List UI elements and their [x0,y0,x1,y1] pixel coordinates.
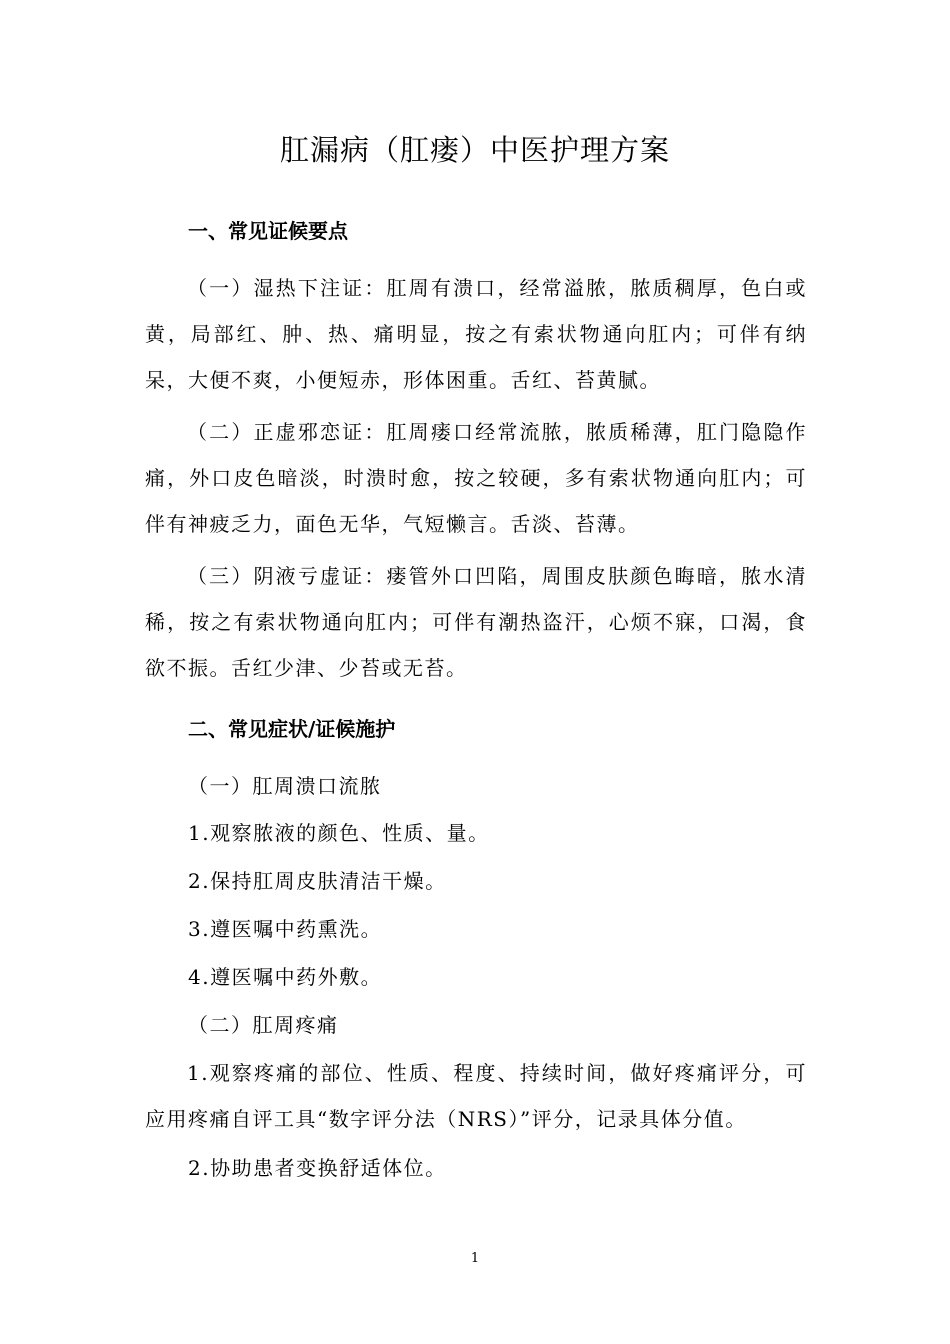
list-item: 4.遵医嘱中药外敷。 [188,965,383,989]
list-item: 3.遵医嘱中药熏洗。 [188,917,383,941]
list-item: 2.协助患者变换舒适体位。 [188,1156,447,1180]
list-item: 2.保持肛周皮肤清洁干燥。 [188,869,447,893]
syndrome-paragraph-2: （二）正虚邪恋证：肛周瘘口经常流脓，脓质稀薄，肛门隐隐作痛，外口皮色暗淡，时溃时愈，按之较硬，多有索状物通向肛内；可伴有神疲乏力，面色无华，气短懒言。舌淡、苔薄。 [145,420,807,536]
list-item: 1.观察脓液的颜色、性质、量。 [188,821,490,845]
document-title: 肛漏病（肛瘘）中医护理方案 [279,133,670,167]
syndrome-paragraph-3: （三）阴液亏虚证：瘘管外口凹陷，周围皮肤颜色晦暗，脓水清稀，按之有索状物通向肛内；可伴有潮热盗汗，心烦不寐，口渴，食欲不振。舌红少津、少苔或无苔。 [145,564,807,680]
syndrome-paragraph-1: （一）湿热下注证：肛周有溃口，经常溢脓，脓质稠厚，色白或黄，局部红、肿、热、痛明显，按之有索状物通向肛内；可伴有纳呆，大便不爽，小便短赤，形体困重。舌红、苔黄腻。 [145,276,807,392]
page-number: 1 [470,1251,480,1266]
section-heading-syndromes: 一、常见证候要点 [188,219,348,243]
section-heading-nursing: 二、常见症状/证候施护 [188,717,396,741]
list-item: 1.观察疼痛的部位、性质、程度、持续时间，做好疼痛评分，可应用疼痛自评工具“数字评分法（NRS）”评分，记录具体分值。 [145,1061,807,1131]
subsection-heading-pus: （一）肛周溃口流脓 [188,774,382,798]
subsection-heading-pain: （二）肛周疼痛 [188,1013,339,1037]
